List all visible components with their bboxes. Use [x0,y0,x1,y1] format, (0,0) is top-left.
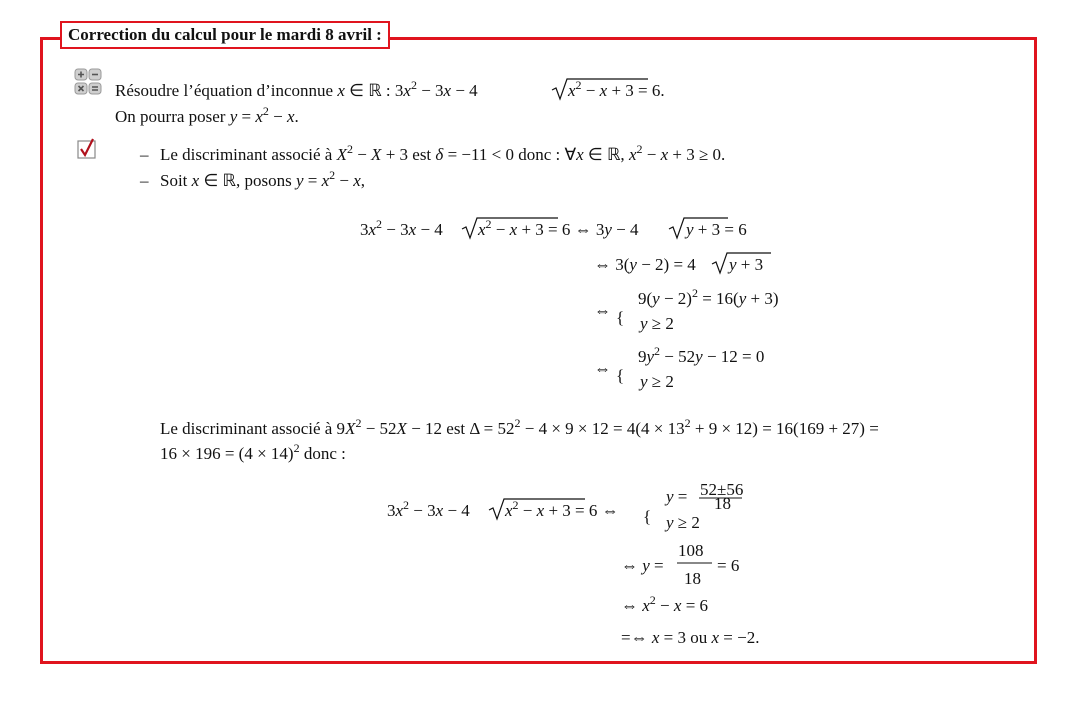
svg-text:108: 108 [678,541,704,560]
svg-text:y + 3: y + 3 [729,255,764,274]
svg-text:On pourra poser y = x2 − x.: On pourra poser $y = x^2 - x$. [115,104,299,126]
svg-text:Le discriminant associé à 9X2: Le discriminant associé à $9X^2 - 52X - 12$ est $\Delta = 52^2 - 4 \times 9 \times 12 = 4(4 \times 13^2 + 9 \times 12) = 16(169 + 27)$ = [160,416,879,438]
aligned-equations-1 [360,217,779,391]
svg-text:y =: y = [666,487,688,506]
svg-text:y ≥ 2: y ≥ 2 [666,513,700,532]
svg-text:= 6: = 6 [717,556,740,575]
aligned-equations-2 [387,480,759,647]
svg-text:⇔ 3(y − 2) = 4: ⇔ 3(y − 2) = 4 [594,255,696,274]
discriminant-paragraph [160,416,879,463]
svg-text:y + 3 = 6: y + 3 = 6 [686,220,747,239]
svg-text:Le discriminant associé à X2 −: Le discriminant associé à $X^2 - X + 3$ est δ = −11 < 0 donc : ∀x ∈ ℝ, $x^2 - x + 3 \ge 0$. [160,142,726,164]
statement-equation [115,78,665,126]
svg-text:y ≥ 2: y ≥ 2 [640,372,674,391]
svg-text:x2 − x + 3 = 6.: $x^2 - x + 3 = 6$. [568,78,665,100]
svg-text:⇔ x2 − x = 6: ⇔ $x^2 - x = 6$ [621,593,709,615]
svg-text:⇔: ⇔ [594,359,611,378]
svg-text:52±56: 52±56 [700,480,744,499]
svg-text:⇔: ⇔ [594,301,611,320]
svg-text:–: – [140,171,149,190]
svg-text:3x2 − 3x − 4: $3x^2 - 3x - 4$ [360,217,443,239]
svg-text:9(y − 2)2 = 16(y + 3): $9(y - 2)^2 = 16(y + 3)$ [638,286,779,308]
svg-text:{: { [643,507,652,526]
svg-text:x2 − x + 3 = 6 ⇔: $x^2 - x + 3 = 6$ ⇔ [505,498,619,520]
svg-text:=⇔ x = 3 ou x = −2.: =⇔ x = 3 ou x = −2. [621,628,760,647]
svg-text:–: – [140,145,149,164]
svg-text:18: 18 [714,494,731,513]
page-title: Correction du calcul pour le mardi 8 avril : [60,21,390,49]
svg-text:⇔ y =: ⇔ y = [621,556,664,575]
svg-text:9y2 − 52y − 12 = 0: $9y^2 - 52y - 12 = 0$ [638,344,765,366]
svg-text:y ≥ 2: y ≥ 2 [640,314,674,333]
svg-text:18: 18 [684,569,701,588]
svg-text:{: { [616,308,625,327]
svg-text:Résoudre l’équation d’inconnue: Résoudre l’équation d’inconnue x ∈ ℝ : $3x^2 - 3x - 4$ [115,78,478,100]
svg-text:16 × 196 = (4 × 14)2 donc :: $16 \times 196 = (4 \times 14)^2$ donc : [160,441,346,463]
svg-text:x2 − x + 3 = 6 ⇔ 3y − 4: $x^2 - x + 3 = 6$ ⇔ 3y − 4 [478,217,639,239]
svg-text:{: { [616,366,625,385]
svg-text:Soit x ∈ ℝ, posons y = x2 − x,: Soit x ∈ ℝ, posons $y = x^2 - x$, [160,168,366,190]
bullet-list [139,142,725,190]
svg-text:3x2 − 3x − 4: $3x^2 - 3x - 4$ [387,498,470,520]
